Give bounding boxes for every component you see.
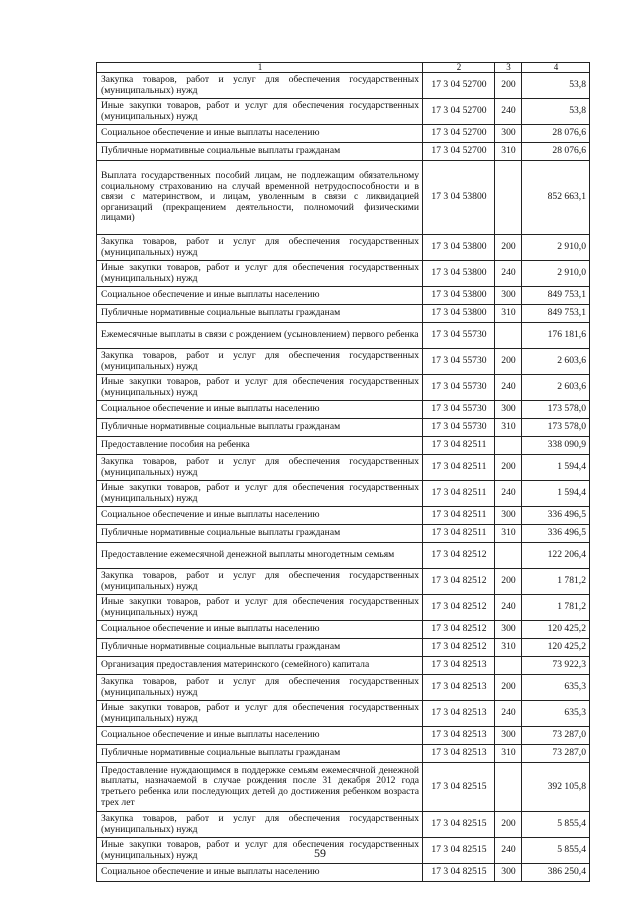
table-row [97, 507, 590, 525]
row-amount-cell: 635,3 [522, 701, 590, 727]
row-code-cell: 17 3 04 82515 [423, 812, 495, 838]
row-name-cell: Публичные нормативные социальные выплаты гражданам [97, 525, 423, 543]
row-amount-cell: 635,3 [522, 675, 590, 701]
row-expense-type-cell: 240 [495, 481, 522, 507]
table-row [97, 323, 590, 349]
table-row [97, 305, 590, 323]
row-name-cell: Иные закупки товаров, работ и услуг для обеспечения государственных (муниципальных) нужд [97, 701, 423, 727]
table-row [97, 235, 590, 261]
row-name-cell: Социальное обеспечение и иные выплаты населению [97, 864, 423, 882]
row-amount-cell: 386 250,4 [522, 864, 590, 882]
table-row [97, 455, 590, 481]
header-column-2: 2 [423, 63, 495, 73]
row-expense-type-cell: 200 [495, 235, 522, 261]
row-expense-type-cell: 240 [495, 261, 522, 287]
row-name-cell: Публичные нормативные социальные выплаты гражданам [97, 639, 423, 657]
row-expense-type-cell: 300 [495, 401, 522, 419]
row-name-cell: Предоставление пособия на ребенка [97, 437, 423, 455]
row-name-cell: Социальное обеспечение и иные выплаты населению [97, 621, 423, 639]
row-expense-type-cell: 200 [495, 455, 522, 481]
row-code-cell: 17 3 04 82512 [423, 639, 495, 657]
row-amount-cell: 2 603,6 [522, 349, 590, 375]
row-name-cell: Выплата государственных пособий лицам, не подлежащим обязательному социальному страхованию на случай временной нетрудоспособности и в связи с материнством, и лицам, уволенным в связи с ликвидацией организаций (прекращением деятельности, полномочий физическими лицами) [97, 161, 423, 235]
row-expense-type-cell: 300 [495, 727, 522, 745]
row-amount-cell: 28 076,6 [522, 143, 590, 161]
row-name-cell: Социальное обеспечение и иные выплаты населению [97, 727, 423, 745]
row-amount-cell: 120 425,2 [522, 639, 590, 657]
row-expense-type-cell: 300 [495, 507, 522, 525]
row-code-cell: 17 3 04 53800 [423, 235, 495, 261]
row-amount-cell: 336 496,5 [522, 525, 590, 543]
table-row [97, 763, 590, 812]
row-code-cell: 17 3 04 82511 [423, 507, 495, 525]
row-name-cell: Социальное обеспечение и иные выплаты населению [97, 507, 423, 525]
table-row [97, 525, 590, 543]
row-amount-cell: 392 105,8 [522, 763, 590, 812]
table-row [97, 639, 590, 657]
row-expense-type-cell: 300 [495, 864, 522, 882]
row-name-cell: Публичные нормативные социальные выплаты гражданам [97, 143, 423, 161]
row-name-cell: Закупка товаров, работ и услуг для обеспечения государственных (муниципальных) нужд [97, 569, 423, 595]
table-row [97, 401, 590, 419]
row-amount-cell: 2 910,0 [522, 235, 590, 261]
row-name-cell: Ежемесячные выплаты в связи с рождением (усыновлением) первого ребенка [97, 323, 423, 349]
row-code-cell: 17 3 04 53800 [423, 161, 495, 235]
row-code-cell: 17 3 04 52700 [423, 99, 495, 125]
row-code-cell: 17 3 04 82513 [423, 657, 495, 675]
row-expense-type-cell: 200 [495, 73, 522, 99]
row-name-cell: Предоставление ежемесячной денежной выплаты многодетным семьям [97, 543, 423, 569]
table-row [97, 73, 590, 99]
row-code-cell: 17 3 04 53800 [423, 261, 495, 287]
row-name-cell: Закупка товаров, работ и услуг для обеспечения государственных (муниципальных) нужд [97, 812, 423, 838]
row-expense-type-cell: 200 [495, 812, 522, 838]
table-row [97, 569, 590, 595]
row-expense-type-cell: 240 [495, 99, 522, 125]
row-expense-type-cell: 310 [495, 305, 522, 323]
row-code-cell: 17 3 04 52700 [423, 143, 495, 161]
row-expense-type-cell: 240 [495, 701, 522, 727]
table-row [97, 864, 590, 882]
row-name-cell: Иные закупки товаров, работ и услуг для обеспечения государственных (муниципальных) нужд [97, 375, 423, 401]
row-amount-cell: 173 578,0 [522, 401, 590, 419]
table-row [97, 349, 590, 375]
row-amount-cell: 28 076,6 [522, 125, 590, 143]
row-name-cell: Социальное обеспечение и иные выплаты населению [97, 287, 423, 305]
row-expense-type-cell: 300 [495, 125, 522, 143]
row-expense-type-cell: 300 [495, 621, 522, 639]
row-code-cell: 17 3 04 53800 [423, 305, 495, 323]
row-expense-type-cell [495, 763, 522, 812]
row-amount-cell: 2 910,0 [522, 261, 590, 287]
row-expense-type-cell [495, 323, 522, 349]
row-amount-cell: 73 287,0 [522, 745, 590, 763]
row-expense-type-cell: 200 [495, 675, 522, 701]
row-name-cell: Публичные нормативные социальные выплаты гражданам [97, 419, 423, 437]
row-amount-cell: 73 922,3 [522, 657, 590, 675]
row-code-cell: 17 3 04 82511 [423, 525, 495, 543]
row-amount-cell: 53,8 [522, 99, 590, 125]
row-code-cell: 17 3 04 55730 [423, 419, 495, 437]
row-name-cell: Предоставление нуждающимся в поддержке семьям ежемесячной денежной выплаты, назначаемой в случае рождения после 31 декабря 2012 года третьего ребенка или последующих детей до достижения ребенком возраста трех лет [97, 763, 423, 812]
row-code-cell: 17 3 04 82511 [423, 437, 495, 455]
row-expense-type-cell: 310 [495, 419, 522, 437]
budget-table [96, 62, 590, 882]
row-code-cell: 17 3 04 82515 [423, 838, 495, 864]
row-name-cell: Иные закупки товаров, работ и услуг для обеспечения государственных (муниципальных) нужд [97, 838, 423, 864]
row-code-cell: 17 3 04 52700 [423, 73, 495, 99]
row-code-cell: 17 3 04 55730 [423, 401, 495, 419]
row-name-cell: Публичные нормативные социальные выплаты гражданам [97, 305, 423, 323]
row-name-cell: Закупка товаров, работ и услуг для обеспечения государственных (муниципальных) нужд [97, 349, 423, 375]
table-row [97, 701, 590, 727]
header-column-1: 1 [97, 63, 423, 73]
table-row [97, 287, 590, 305]
row-amount-cell: 849 753,1 [522, 305, 590, 323]
row-expense-type-cell [495, 161, 522, 235]
row-code-cell: 17 3 04 82513 [423, 745, 495, 763]
table-row [97, 437, 590, 455]
table-row [97, 745, 590, 763]
row-expense-type-cell: 310 [495, 745, 522, 763]
table-row [97, 99, 590, 125]
row-code-cell: 17 3 04 82515 [423, 763, 495, 812]
row-name-cell: Закупка товаров, работ и услуг для обеспечения государственных (муниципальных) нужд [97, 675, 423, 701]
row-amount-cell: 173 578,0 [522, 419, 590, 437]
row-expense-type-cell [495, 437, 522, 455]
row-name-cell: Иные закупки товаров, работ и услуг для обеспечения государственных (муниципальных) нужд [97, 481, 423, 507]
row-expense-type-cell: 200 [495, 349, 522, 375]
table-row [97, 543, 590, 569]
row-amount-cell: 1 594,4 [522, 481, 590, 507]
row-name-cell: Социальное обеспечение и иные выплаты населению [97, 125, 423, 143]
row-expense-type-cell: 310 [495, 143, 522, 161]
row-code-cell: 17 3 04 55730 [423, 349, 495, 375]
row-amount-cell: 1 781,2 [522, 569, 590, 595]
row-amount-cell: 176 181,6 [522, 323, 590, 349]
row-expense-type-cell: 310 [495, 525, 522, 543]
table-row [97, 621, 590, 639]
table-row [97, 419, 590, 437]
row-code-cell: 17 3 04 82513 [423, 701, 495, 727]
row-code-cell: 17 3 04 82511 [423, 455, 495, 481]
table-row [97, 261, 590, 287]
row-code-cell: 17 3 04 82515 [423, 864, 495, 882]
row-code-cell: 17 3 04 82511 [423, 481, 495, 507]
row-amount-cell: 1 594,4 [522, 455, 590, 481]
table-header-row [97, 63, 590, 73]
page-number: 59 [314, 846, 326, 860]
row-amount-cell: 73 287,0 [522, 727, 590, 745]
row-code-cell: 17 3 04 52700 [423, 125, 495, 143]
row-amount-cell: 122 206,4 [522, 543, 590, 569]
row-amount-cell: 849 753,1 [522, 287, 590, 305]
row-code-cell: 17 3 04 82512 [423, 569, 495, 595]
row-name-cell: Иные закупки товаров, работ и услуг для обеспечения государственных (муниципальных) нужд [97, 595, 423, 621]
table-row [97, 143, 590, 161]
row-expense-type-cell: 300 [495, 287, 522, 305]
row-name-cell: Организация предоставления материнского (семейного) капитала [97, 657, 423, 675]
row-expense-type-cell: 240 [495, 595, 522, 621]
row-name-cell: Публичные нормативные социальные выплаты гражданам [97, 745, 423, 763]
row-name-cell: Социальное обеспечение и иные выплаты населению [97, 401, 423, 419]
row-expense-type-cell: 200 [495, 569, 522, 595]
row-amount-cell: 1 781,2 [522, 595, 590, 621]
row-expense-type-cell [495, 543, 522, 569]
row-amount-cell: 336 496,5 [522, 507, 590, 525]
row-amount-cell: 5 855,4 [522, 812, 590, 838]
row-name-cell: Иные закупки товаров, работ и услуг для обеспечения государственных (муниципальных) нужд [97, 261, 423, 287]
table-row [97, 812, 590, 838]
row-code-cell: 17 3 04 82513 [423, 727, 495, 745]
table-row [97, 375, 590, 401]
row-name-cell: Закупка товаров, работ и услуг для обеспечения государственных (муниципальных) нужд [97, 73, 423, 99]
row-name-cell: Иные закупки товаров, работ и услуг для обеспечения государственных (муниципальных) нужд [97, 99, 423, 125]
row-code-cell: 17 3 04 55730 [423, 323, 495, 349]
row-code-cell: 17 3 04 82513 [423, 675, 495, 701]
table-row [97, 675, 590, 701]
row-code-cell: 17 3 04 82512 [423, 621, 495, 639]
table-body [97, 73, 590, 882]
row-code-cell: 17 3 04 82512 [423, 543, 495, 569]
table-row [97, 125, 590, 143]
row-amount-cell: 2 603,6 [522, 375, 590, 401]
row-code-cell: 17 3 04 53800 [423, 287, 495, 305]
table-row [97, 595, 590, 621]
row-amount-cell: 120 425,2 [522, 621, 590, 639]
table-row [97, 727, 590, 745]
table-row [97, 657, 590, 675]
row-amount-cell: 852 663,1 [522, 161, 590, 235]
row-expense-type-cell: 240 [495, 838, 522, 864]
row-code-cell: 17 3 04 55730 [423, 375, 495, 401]
row-code-cell: 17 3 04 82512 [423, 595, 495, 621]
row-amount-cell: 53,8 [522, 73, 590, 99]
row-expense-type-cell: 310 [495, 639, 522, 657]
row-amount-cell: 5 855,4 [522, 838, 590, 864]
row-expense-type-cell: 240 [495, 375, 522, 401]
row-name-cell: Закупка товаров, работ и услуг для обеспечения государственных (муниципальных) нужд [97, 455, 423, 481]
row-expense-type-cell [495, 657, 522, 675]
header-column-3: 3 [495, 63, 522, 73]
table-row [97, 161, 590, 235]
table-row [97, 481, 590, 507]
header-column-4: 4 [522, 63, 590, 73]
row-name-cell: Закупка товаров, работ и услуг для обеспечения государственных (муниципальных) нужд [97, 235, 423, 261]
row-amount-cell: 338 090,9 [522, 437, 590, 455]
